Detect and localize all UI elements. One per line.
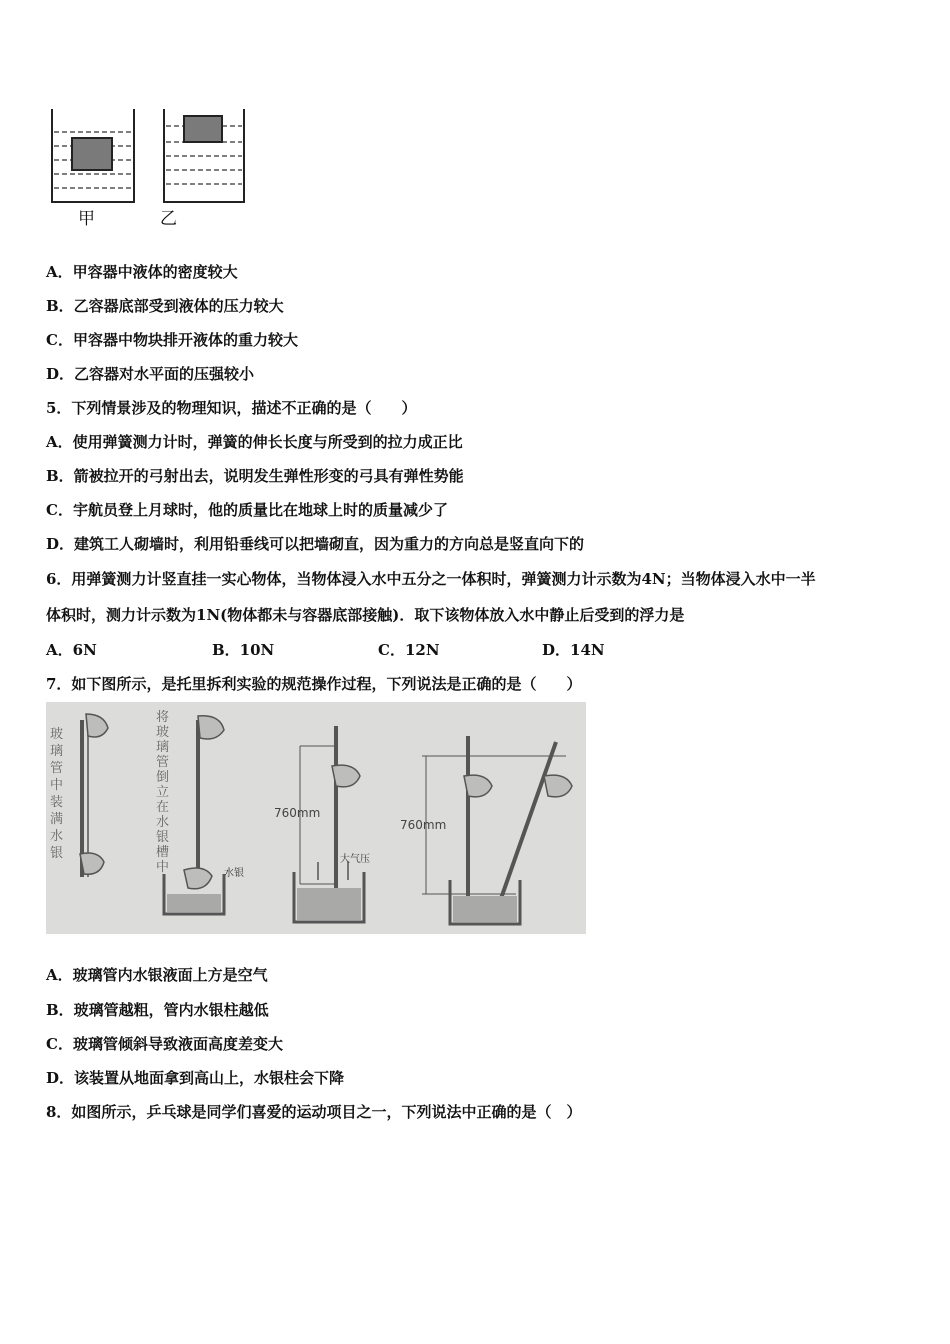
atmosphere-label: 大气压	[340, 854, 370, 865]
step1-caption: 玻璃管中装满水银	[50, 727, 64, 861]
label-yi: 乙	[160, 209, 177, 229]
q7-option-a[interactable]: A．玻璃管内水银液面上方是空气	[46, 966, 268, 984]
q5-option-d[interactable]: D．建筑工人砌墙时，利用铅垂线可以把墙砌直，因为重力的方向总是竖直向下的	[46, 535, 585, 553]
container-jia	[52, 109, 134, 202]
q5-stem: 5．下列情景涉及的物理知识，描述不正确的是（ ）	[46, 399, 417, 417]
q6-stem-line2: 体积时，测力计示数为1N(物体都未与容器底部接触)．取下该物体放入水中静止后受到的浮力是	[46, 606, 685, 624]
q7-stem: 7．如下图所示，是托里拆利实验的规范操作过程，下列说法是正确的是（ ）	[46, 675, 582, 693]
q7-option-b[interactable]: B．玻璃管越粗，管内水银柱越低	[46, 1001, 269, 1019]
q6-option-b[interactable]: B．10N	[212, 641, 275, 659]
container-figure	[46, 104, 256, 229]
mercury-label: 水银	[224, 868, 244, 879]
step2-caption: 将玻璃管倒立在水银槽中	[156, 710, 170, 875]
container-diagram	[46, 104, 256, 209]
q4-option-c[interactable]: C．甲容器中物块排开液体的重力较大	[46, 331, 298, 349]
q7-option-d[interactable]: D．该装置从地面拿到高山上，水银柱会下降	[46, 1069, 345, 1087]
height-label-2: 760mm	[400, 818, 447, 832]
torricelli-experiment-photo	[46, 702, 586, 934]
label-jia: 甲	[78, 209, 95, 229]
q4-option-d[interactable]: D．乙容器对水平面的压强较小	[46, 365, 255, 383]
q5-option-b[interactable]: B．箭被拉开的弓射出去，说明发生弹性形变的弓具有弹性势能	[46, 467, 464, 485]
q6-option-a[interactable]: A．6N	[46, 641, 97, 659]
q4-option-a[interactable]: A．甲容器中液体的密度较大	[46, 263, 238, 281]
q5-option-a[interactable]: A．使用弹簧测力计时，弹簧的伸长长度与所受到的拉力成正比	[46, 433, 463, 451]
height-label-1: 760mm	[274, 806, 321, 820]
q5-option-c[interactable]: C．宇航员登上月球时，他的质量比在地球上时的质量减少了	[46, 501, 448, 519]
q6-option-d[interactable]: D．14N	[542, 641, 605, 659]
q6-option-c[interactable]: C．12N	[378, 641, 440, 659]
q6-stem-line1: 6．用弹簧测力计竖直挂一实心物体，当物体浸入水中五分之一体积时，弹簧测力计示数为4N；当物体浸入水中一半	[46, 570, 816, 588]
q4-option-b[interactable]: B．乙容器底部受到液体的压力较大	[46, 297, 284, 315]
q8-stem: 8．如图所示，乒乓球是同学们喜爱的运动项目之一，下列说法中正确的是（ ）	[46, 1103, 582, 1121]
q7-option-c[interactable]: C．玻璃管倾斜导致液面高度差变大	[46, 1035, 283, 1053]
container-yi	[164, 109, 244, 202]
